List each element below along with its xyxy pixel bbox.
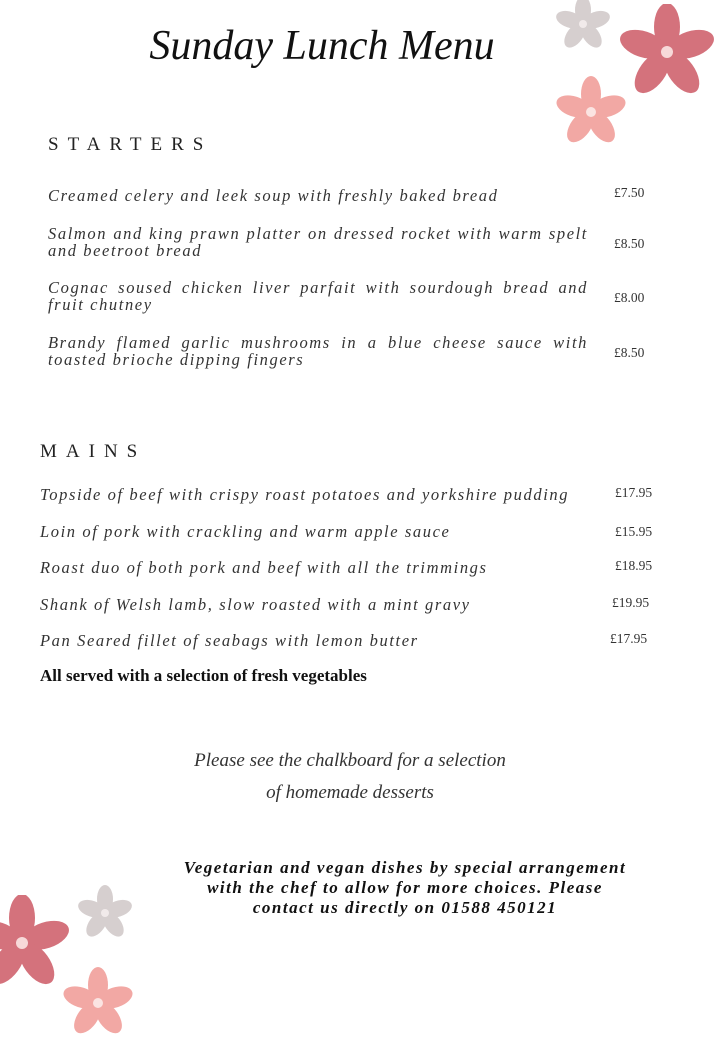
starter-item-name: Brandy flamed garlic mushrooms in a blue cheese sauce with toasted brioche dipping fingers [48,333,588,369]
desserts-note-line: Please see the chalkboard for a selection [194,750,506,771]
starters-heading: STARTERS [48,134,213,155]
main-item-price: £17.95 [610,631,648,646]
starter-item-price: £8.50 [614,236,645,251]
desserts-note [150,745,550,809]
starter-item-name: Salmon and king prawn platter on dressed rocket with warm spelt and beetroot bread [48,224,588,260]
main-item-price: £19.95 [612,595,650,610]
starter-item [48,333,668,369]
starter-item-price: £8.00 [614,290,645,305]
page-title: Sunday Lunch Menu [149,23,495,69]
starter-item-price: £7.50 [614,185,645,200]
starter-item-name: Creamed celery and leek soup with freshly baked bread [48,185,499,205]
main-item [40,481,660,507]
mains-heading: MAINS [40,441,147,462]
vegetarian-note [150,858,660,918]
flower-grey-icon [550,0,616,52]
desserts-note-line: of homemade desserts [266,782,434,803]
main-item-name: Pan Seared fillet of seabags with lemon butter [40,630,419,650]
starter-item [48,182,668,208]
vegetarian-note-line: Vegetarian and vegan dishes by special arrangement [183,858,627,877]
starter-item [48,278,668,314]
main-item [40,627,660,653]
flower-light-icon [552,76,630,148]
main-item [40,518,660,544]
main-item-name: Loin of pork with crackling and warm apple sauce [40,521,451,541]
main-item-price: £15.95 [615,524,653,539]
vegetarian-note-line: contact us directly on 01588 450121 [252,898,558,917]
served-note: All served with a selection of fresh vegetables [40,666,367,685]
starter-item [48,224,668,260]
flower-grey-icon [74,884,136,942]
vegetarian-note-line: with the chef to allow for more choices. Please [207,878,603,897]
main-item [40,591,660,617]
main-item [40,554,660,580]
main-item-price: £18.95 [615,558,653,573]
starter-item-price: £8.50 [614,345,645,360]
main-item-name: Topside of beef with crispy roast potatoes and yorkshire pudding [40,484,570,504]
main-item-price: £17.95 [615,485,653,500]
main-item-name: Shank of Welsh lamb, slow roasted with a mint gravy [40,594,471,614]
starter-item-name: Cognac soused chicken liver parfait with sourdough bread and fruit chutney [48,278,588,314]
flower-light-icon [58,966,138,1040]
main-item-name: Roast duo of both pork and beef with all the trimmings [40,557,488,577]
